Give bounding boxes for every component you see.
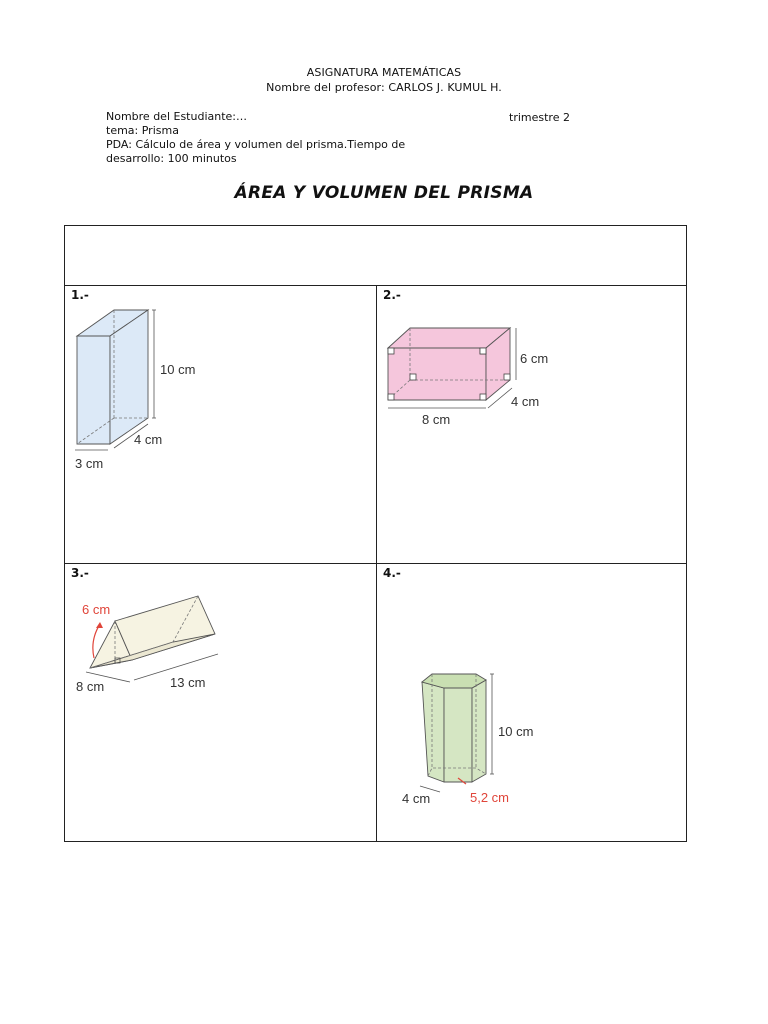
dimension-label: 4 cm xyxy=(511,394,540,409)
pda-line-1: PDA: Cálculo de área y volumen del prisma.Tiempo de xyxy=(106,138,406,151)
subject-heading: ASIGNATURA MATEMÁTICAS xyxy=(306,66,462,79)
exercise-number-3: 3.- xyxy=(71,566,89,580)
dimension-label: 3 cm xyxy=(75,456,104,471)
triangular-prism-figure-3 xyxy=(70,592,250,697)
pda-line-2: desarrollo: 100 minutos xyxy=(106,152,237,165)
dimension-label: 10 cm xyxy=(160,362,196,377)
teacher-name: Nombre del profesor: CARLOS J. KUMUL H. xyxy=(266,81,502,94)
exercise-number-1: 1.- xyxy=(71,288,89,302)
student-name-field: Nombre del Estudiante:… xyxy=(106,110,248,123)
dimension-label: 8 cm xyxy=(422,412,451,427)
dimension-label: 6 cm xyxy=(520,351,549,366)
dimension-label: 8 cm xyxy=(76,679,105,694)
hexagonal-prism-figure-4 xyxy=(396,668,556,810)
term-label: trimestre 2 xyxy=(509,111,570,124)
dimension-label: 5,2 cm xyxy=(470,790,510,805)
table-divider xyxy=(376,286,377,842)
dimension-label: 4 cm xyxy=(134,432,163,447)
page-title: ÁREA Y VOLUMEN DEL PRISMA xyxy=(234,183,534,203)
rectangular-prism-figure-1 xyxy=(66,300,216,480)
dimension-label: 10 cm xyxy=(498,724,534,739)
dimension-label: 4 cm xyxy=(402,791,431,806)
topic-label: tema: Prisma xyxy=(106,124,179,137)
exercise-number-2: 2.- xyxy=(383,288,401,302)
exercise-number-4: 4.- xyxy=(383,566,401,580)
rectangular-prism-figure-2 xyxy=(380,318,560,433)
dimension-label: 13 cm xyxy=(170,675,206,690)
dimension-label: 6 cm xyxy=(82,602,111,617)
